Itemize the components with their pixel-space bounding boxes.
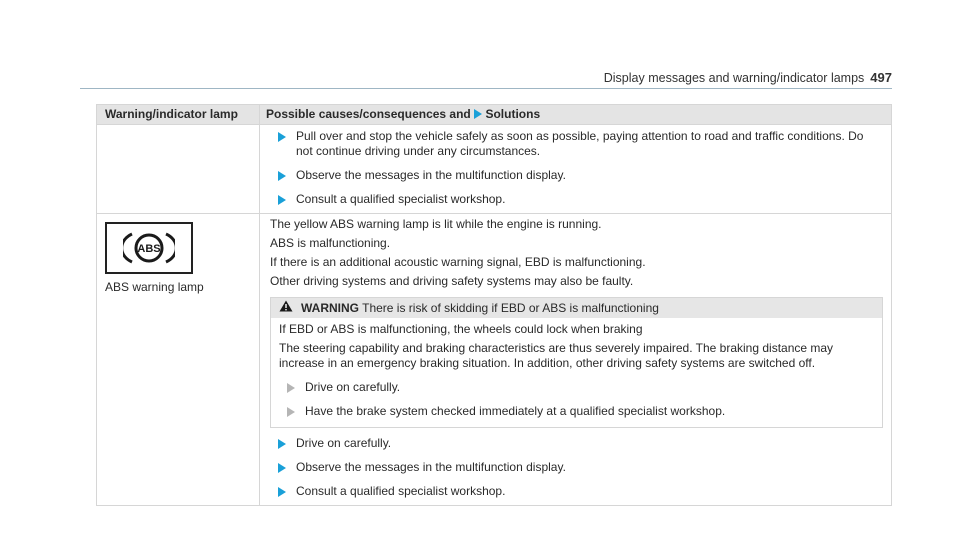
arrow-icon	[278, 132, 286, 142]
arrow-icon	[287, 407, 295, 417]
warning-triangle-icon	[279, 300, 293, 312]
warning-paragraph: The steering capability and braking characteristics are thus severely impaired. The braking distance may increase in an emergency braking situation. In addition, other driving safety systems are switched off.	[279, 341, 834, 370]
warning-body	[271, 318, 882, 427]
lamp-label: ABS warning lamp	[105, 280, 204, 294]
arrow-icon	[278, 439, 286, 449]
step-text: Pull over and stop the vehicle safely as soon as possible, paying attention to road and traffic conditions. Do not continue driving under any circumstances.	[296, 129, 864, 158]
solution-step	[270, 460, 883, 475]
table-header-row	[97, 105, 892, 125]
step-text: Consult a qualified specialist workshop.	[296, 192, 506, 206]
arrow-icon	[278, 463, 286, 473]
causes-cell	[260, 125, 892, 214]
solution-step	[270, 168, 883, 183]
arrow-icon	[278, 171, 286, 181]
warning-paragraph: If EBD or ABS is malfunctioning, the wheels could lock when braking	[279, 322, 643, 336]
solution-step	[270, 129, 883, 159]
causes-cell	[260, 214, 892, 506]
page-number: 497	[870, 70, 892, 85]
header-rule	[80, 88, 892, 89]
cause-paragraph: ABS is malfunctioning.	[270, 236, 391, 250]
solution-step	[270, 484, 883, 499]
arrow-icon	[278, 487, 286, 497]
abs-icon-text: ABS	[137, 243, 161, 255]
abs-warning-lamp-icon	[105, 222, 193, 274]
warning-title: There is risk of skidding if EBD or ABS is malfunctioning	[362, 301, 659, 315]
lamp-cell	[97, 214, 260, 506]
step-text: Consult a qualified specialist workshop.	[296, 484, 506, 498]
column-header-solutions-label: Solutions	[485, 107, 541, 121]
page-header	[80, 70, 892, 85]
step-text: Drive on carefully.	[305, 380, 401, 394]
warning-box	[270, 297, 883, 428]
arrow-icon	[474, 109, 482, 119]
abs-icon	[123, 228, 175, 268]
step-text: Drive on carefully.	[296, 436, 392, 450]
arrow-icon	[278, 195, 286, 205]
table-row	[97, 214, 892, 506]
warning-step	[279, 404, 874, 419]
column-header-causes	[260, 105, 892, 125]
column-header-causes-label: Possible causes/consequences and	[266, 107, 471, 121]
lamp-cell-empty	[97, 125, 260, 214]
solution-step	[270, 436, 883, 451]
cause-paragraph: If there is an additional acoustic warning signal, EBD is malfunctioning.	[270, 255, 646, 269]
arrow-icon	[287, 383, 295, 393]
warning-label: WARNING	[301, 301, 359, 315]
warning-step	[279, 380, 874, 395]
header-title: Display messages and warning/indicator lamps	[603, 71, 865, 85]
table-row	[97, 125, 892, 214]
warning-header	[271, 298, 882, 318]
cause-paragraph: Other driving systems and driving safety systems may also be faulty.	[270, 274, 634, 288]
step-text: Have the brake system checked immediately at a qualified specialist workshop.	[305, 404, 726, 418]
step-text: Observe the messages in the multifunction display.	[296, 168, 566, 182]
step-text: Observe the messages in the multifunction display.	[296, 460, 566, 474]
cause-paragraph: The yellow ABS warning lamp is lit while the engine is running.	[270, 217, 602, 231]
solution-step	[270, 192, 883, 207]
warning-lamp-table	[96, 104, 892, 506]
column-header-lamp: Warning/indicator lamp	[97, 105, 260, 125]
